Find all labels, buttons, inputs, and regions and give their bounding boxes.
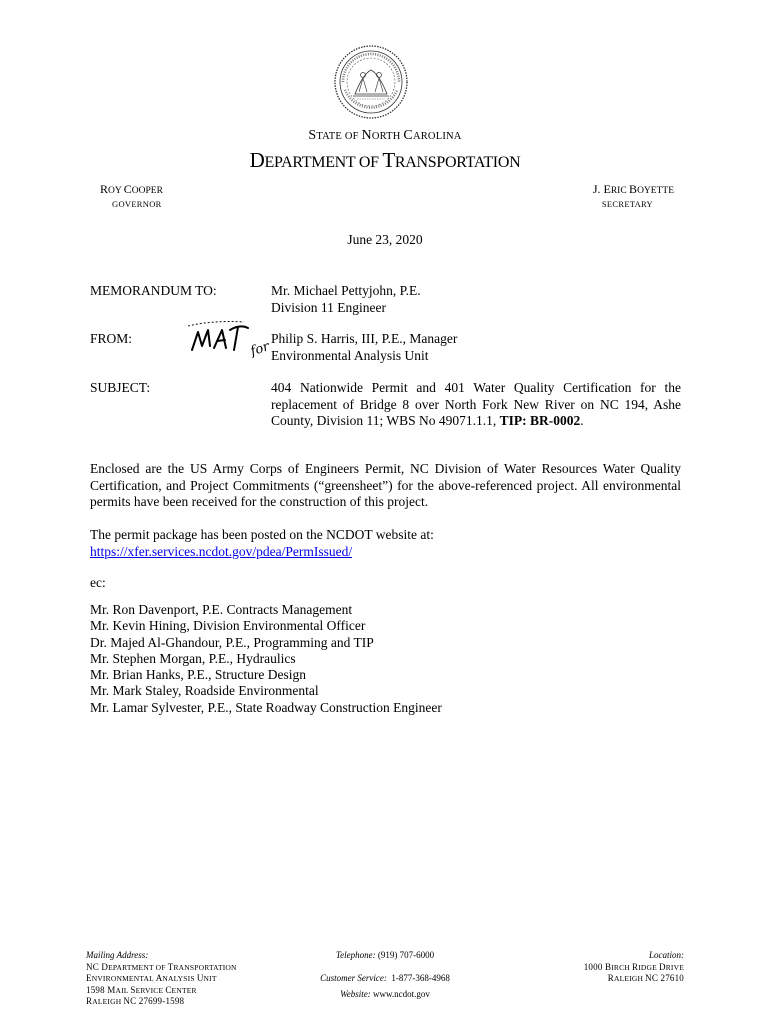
memo-date: June 23, 2020: [347, 232, 423, 247]
memo-from-name: Philip S. Harris, III, P.E., Manager: [271, 331, 458, 346]
state-seal-logo: [333, 44, 409, 120]
footer-customer-service: Customer Service: 1-877-368-4968: [320, 972, 450, 983]
cc-list-item: Mr. Ron Davenport, P.E. Contracts Management: [90, 602, 353, 617]
memo-to-name: Mr. Michael Pettyjohn, P.E.: [271, 283, 421, 298]
ec-label: ec:: [90, 575, 106, 590]
cc-list-item: Dr. Majed Al-Ghandour, P.E., Programming and TIP: [90, 634, 374, 650]
secretary-title: SECRETARY: [601, 199, 653, 209]
footer-telephone: Telephone: (919) 707-6000: [335, 950, 435, 960]
memo-from-label: FROM:: [90, 331, 133, 346]
footer-mailing-address: Mailing Address: NC DEPARTMENT OF TRANSPORTATION ENVIRONMENTAL ANALYSIS UNIT 1598 MAIL SERVICE CENTER RALEIGH NC 27699-1598: [86, 950, 237, 1006]
cc-list-item: Mr. Mark Staley, Roadside Environmental: [90, 683, 319, 699]
memo-subject-value: 404 Nationwide Permit and 401 Water Quality Certification for the replacement of Bridge 8 over North Fork New River on NC 194, Ashe County, Division 11; WBS No 49071.1.1, TIP: BR-0002.: [271, 380, 681, 428]
memo-from-value: [271, 331, 681, 364]
memo-to-value: [271, 283, 681, 316]
state-name-heading: STATE OF NORTH CAROLINA: [308, 128, 462, 143]
cc-list-item: Mr. Brian Hanks, P.E., Structure Design: [90, 667, 306, 683]
secretary-name: J. ERIC BOYETTE: [592, 182, 674, 196]
body-paragraph-1: Enclosed are the US Army Corps of Engineers Permit, NC Division of Water Resources Water Quality Certification, and Project Commitments (“greensheet”) for the above-referenced project. All environmental permits have been received for the construction of this project.: [90, 461, 681, 509]
cc-list-item: Mr. Kevin Hining, Division Environmental Officer: [90, 618, 366, 634]
governor-name: ROY COOPER: [100, 182, 163, 196]
governor-title: GOVERNOR: [112, 199, 162, 209]
body-paragraph-2: [90, 527, 681, 560]
cc-list-item: Mr. Stephen Morgan, P.E., Hydraulics: [90, 650, 296, 666]
memo-to-title: Division 11 Engineer: [271, 299, 386, 315]
permit-posting-text: The permit package has been posted on the NCDOT website at:: [90, 527, 434, 542]
signature-initials: [184, 316, 274, 358]
mailing-label: Mailing Address:: [86, 950, 149, 960]
footer-location: Location: 1000 BIRCH RIDGE DRIVE RALEIGH NC 27610: [583, 950, 684, 983]
permit-package-link[interactable]: https://xfer.services.ncdot.gov/pdea/PermIssued/: [90, 543, 353, 559]
department-heading: DEPARTMENT OF TRANSPORTATION: [249, 148, 521, 172]
memo-subject-label: SUBJECT:: [90, 380, 151, 395]
cc-list-item: Mr. Lamar Sylvester, P.E., State Roadway Construction Engineer: [90, 699, 442, 715]
footer-website: Website: www.ncdot.gov: [340, 989, 430, 999]
tip-number: TIP: BR-0002: [499, 413, 581, 428]
signature-for-text: for: [248, 339, 272, 358]
location-label: Location:: [649, 950, 684, 960]
memo-from-unit: Environmental Analysis Unit: [271, 347, 429, 363]
memo-to-label: MEMORANDUM TO:: [90, 283, 217, 298]
cc-list: [90, 602, 442, 716]
